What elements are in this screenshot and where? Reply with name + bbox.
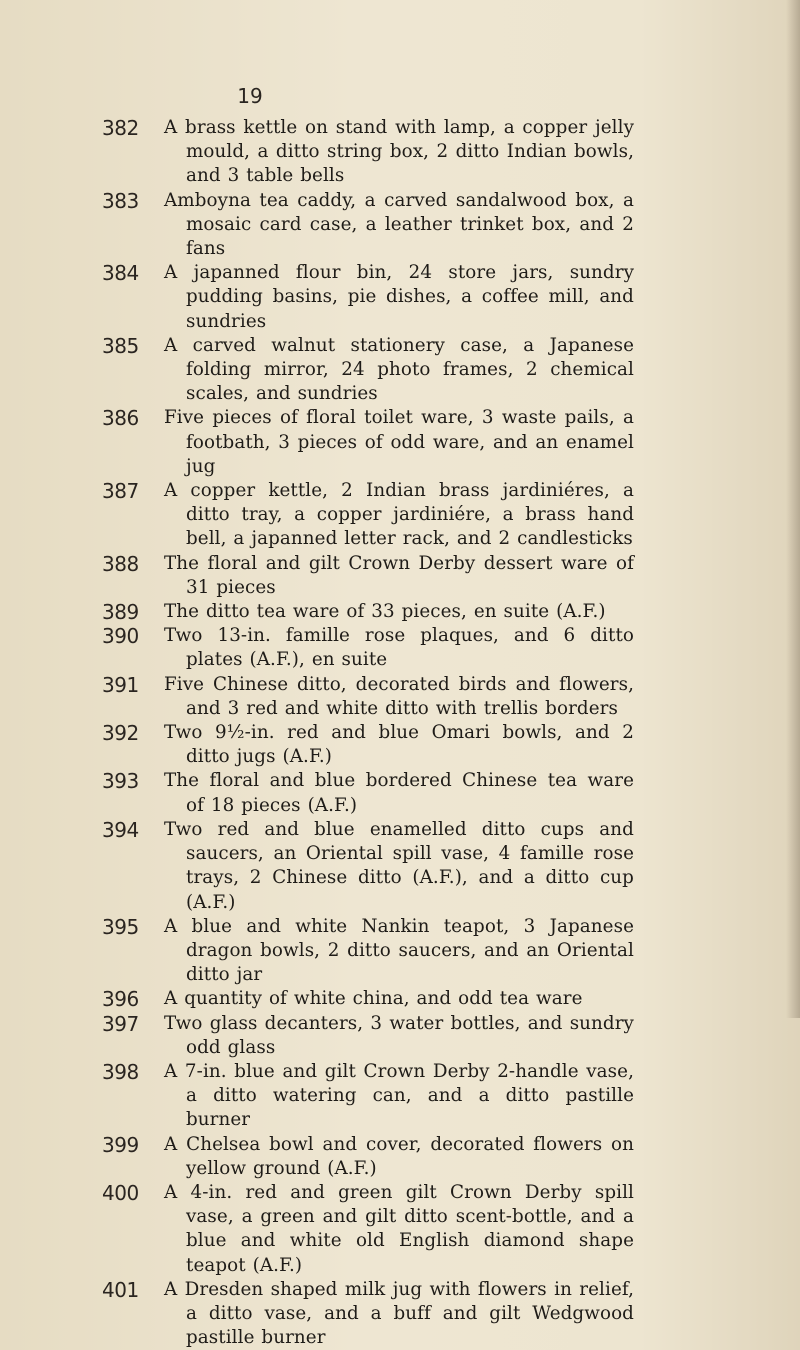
lot-entry xyxy=(0,915,634,988)
lot-description: A Dresden shaped milk jug with flowers in relief, a ditto vase, and a buff and gilt Wedgwood pastille burner xyxy=(164,1278,634,1349)
lot-entry xyxy=(0,1012,634,1060)
lot-description: Amboyna tea caddy, a carved sandalwood box, a mosaic card case, a leather trinket box, and 2 fans xyxy=(164,189,634,260)
lot-number: 395 xyxy=(102,914,139,939)
lot-entry xyxy=(0,987,634,1011)
lot-number: 391 xyxy=(102,672,139,697)
lot-entry xyxy=(0,334,634,407)
lot-number: 382 xyxy=(102,116,139,140)
lot-entry xyxy=(0,1278,634,1350)
lot-description: The floral and blue bordered Chinese tea ware of 18 pieces (A.F.) xyxy=(164,770,634,816)
lot-entry xyxy=(0,552,634,600)
lot-entry xyxy=(0,769,634,817)
lot-entry xyxy=(0,406,634,479)
lot-description: The ditto tea ware of 33 pieces, en suite (A.F.) xyxy=(164,601,606,623)
lot-description: A 4-in. red and green gilt Crown Derby spill vase, a green and gilt ditto scent-bottle, and a blue and white old English diamond shape teapot (A.F.) xyxy=(164,1181,634,1276)
lot-description: The floral and gilt Crown Derby dessert ware of 31 pieces xyxy=(164,552,634,598)
lot-number: 384 xyxy=(102,261,139,286)
lot-description: A 7-in. blue and gilt Crown Derby 2-handle vase, a ditto watering can, and a ditto pastille burner xyxy=(164,1060,634,1131)
lot-description: A carved walnut stationery case, a Japanese folding mirror, 24 photo frames, 2 chemical scales, and sundries xyxy=(164,334,634,405)
lot-description: Five Chinese ditto, decorated birds and flowers, and 3 red and white ditto with trellis borders xyxy=(164,673,634,719)
lot-number: 387 xyxy=(102,479,139,504)
lot-number: 385 xyxy=(102,333,139,358)
lot-description: Two red and blue enamelled ditto cups and saucers, an Oriental spill vase, 4 famille rose trays, 2 Chinese ditto (A.F.), and a ditto cup (A.F.) xyxy=(164,818,634,913)
lot-number: 392 xyxy=(102,721,139,746)
lot-description: A Chelsea bowl and cover, decorated flowers on yellow ground (A.F.) xyxy=(164,1133,634,1179)
lot-number: 388 xyxy=(102,551,139,576)
lot-entry xyxy=(0,1133,634,1181)
lot-number: 398 xyxy=(102,1059,139,1084)
lot-description: A blue and white Nankin teapot, 3 Japanese dragon bowls, 2 ditto saucers, and an Oriental ditto jar xyxy=(164,915,634,986)
lot-entry xyxy=(0,600,634,624)
lot-entry xyxy=(0,1060,634,1133)
lot-entry xyxy=(0,721,634,769)
lot-description: Two 13-in. famille rose plaques, and 6 ditto plates (A.F.), en suite xyxy=(164,625,634,671)
lot-description: A brass kettle on stand with lamp, a copper jelly mould, a ditto string box, 2 ditto Indian bowls, and 3 table bells xyxy=(164,117,634,187)
lot-number: 393 xyxy=(102,769,139,794)
lot-entry xyxy=(0,189,634,262)
lot-number: 400 xyxy=(102,1180,139,1205)
lot-number: 394 xyxy=(102,817,139,842)
lot-entry xyxy=(0,116,634,189)
lot-entry xyxy=(0,1181,634,1278)
lot-number: 389 xyxy=(102,600,139,625)
lot-number: 383 xyxy=(102,188,139,213)
lot-number: 401 xyxy=(102,1277,139,1302)
lot-entry xyxy=(0,818,634,915)
lot-description: Two glass decanters, 3 water bottles, and sundry odd glass xyxy=(164,1012,634,1058)
lot-number: 399 xyxy=(102,1132,139,1157)
lot-description: Two 9½-in. red and blue Omari bowls, and 2 ditto jugs (A.F.) xyxy=(164,722,634,768)
lot-number: 386 xyxy=(102,406,139,431)
lot-number: 390 xyxy=(102,624,139,649)
lot-description: Five pieces of floral toilet ware, 3 waste pails, a footbath, 3 pieces of odd ware, and an enamel jug xyxy=(164,407,634,477)
lot-entry xyxy=(0,673,634,721)
lot-list xyxy=(0,116,800,1350)
lot-entry xyxy=(0,479,634,552)
lot-number: 396 xyxy=(102,987,139,1012)
lot-entry xyxy=(0,261,634,334)
lot-description: A japanned flour bin, 24 store jars, sundry pudding basins, pie dishes, a coffee mill, and sundries xyxy=(164,262,634,332)
page-number: 19 xyxy=(237,84,263,108)
lot-description: A quantity of white china, and odd tea ware xyxy=(164,988,583,1010)
lot-description: A copper kettle, 2 Indian brass jardiniéres, a ditto tray, a copper jardiniére, a brass hand bell, a japanned letter rack, and 2 candlesticks xyxy=(164,480,634,550)
lot-number: 397 xyxy=(102,1011,139,1036)
lot-entry xyxy=(0,624,634,672)
